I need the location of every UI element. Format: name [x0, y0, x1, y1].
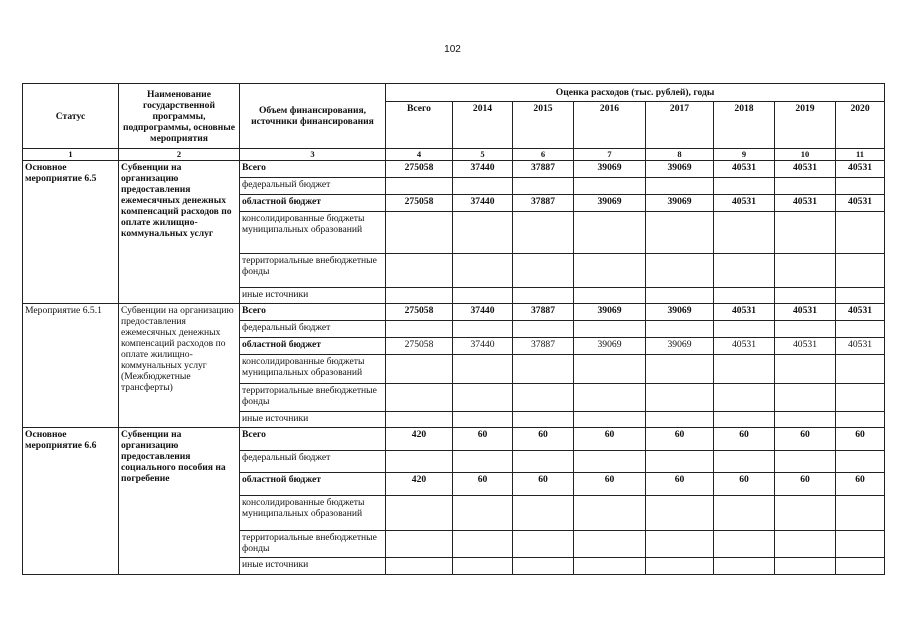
amount-cell: 39069	[574, 304, 646, 321]
header-year: 2015	[513, 102, 574, 149]
amount-cell: 37887	[513, 161, 574, 178]
column-number: 4	[386, 149, 453, 161]
amount-cell	[714, 531, 775, 558]
amount-cell	[453, 254, 513, 288]
amount-cell	[574, 212, 646, 254]
amount-cell	[836, 288, 885, 304]
amount-cell	[836, 531, 885, 558]
amount-cell	[513, 254, 574, 288]
amount-cell	[775, 496, 836, 531]
amount-cell: 60	[574, 428, 646, 451]
amount-cell	[574, 412, 646, 428]
financing-source: федеральный бюджет	[240, 178, 386, 195]
amount-cell	[775, 451, 836, 473]
amount-cell: 40531	[775, 338, 836, 355]
amount-cell	[836, 178, 885, 195]
amount-cell	[386, 321, 453, 338]
header-financing: Объем финансирования, источники финансирования	[240, 84, 386, 149]
amount-cell	[714, 451, 775, 473]
amount-cell: 40531	[836, 195, 885, 212]
financing-source: территориальные внебюджетные фонды	[240, 254, 386, 288]
column-number: 6	[513, 149, 574, 161]
amount-cell	[386, 412, 453, 428]
amount-cell	[453, 531, 513, 558]
amount-cell	[646, 558, 714, 575]
financing-source: областной бюджет	[240, 195, 386, 212]
amount-cell	[775, 254, 836, 288]
amount-cell: 40531	[714, 195, 775, 212]
amount-cell	[453, 178, 513, 195]
table-body	[23, 161, 885, 575]
amount-cell: 60	[836, 473, 885, 496]
amount-cell	[453, 558, 513, 575]
financing-source: консолидированные бюджеты муниципальных образований	[240, 355, 386, 384]
amount-cell	[453, 288, 513, 304]
amount-cell: 60	[714, 428, 775, 451]
amount-cell	[513, 531, 574, 558]
amount-cell	[775, 412, 836, 428]
amount-cell	[836, 254, 885, 288]
amount-cell	[453, 212, 513, 254]
financing-source: иные источники	[240, 288, 386, 304]
header-year: Всего	[386, 102, 453, 149]
amount-cell: 40531	[714, 161, 775, 178]
amount-cell: 40531	[714, 338, 775, 355]
amount-cell: 39069	[646, 161, 714, 178]
amount-cell	[513, 178, 574, 195]
amount-cell: 275058	[386, 195, 453, 212]
amount-cell	[646, 531, 714, 558]
amount-cell: 420	[386, 473, 453, 496]
amount-cell	[386, 384, 453, 412]
amount-cell	[513, 384, 574, 412]
amount-cell	[386, 288, 453, 304]
amount-cell	[646, 496, 714, 531]
amount-cell	[574, 531, 646, 558]
financing-source: территориальные внебюджетные фонды	[240, 384, 386, 412]
amount-cell: 60	[453, 473, 513, 496]
amount-cell	[574, 496, 646, 531]
amount-cell	[646, 451, 714, 473]
amount-cell: 39069	[646, 304, 714, 321]
amount-cell	[513, 496, 574, 531]
financing-source: федеральный бюджет	[240, 451, 386, 473]
row-status: Основное мероприятие 6.5	[23, 161, 119, 304]
amount-cell	[775, 288, 836, 304]
amount-cell	[646, 412, 714, 428]
amount-cell: 40531	[775, 161, 836, 178]
row-status: Основное мероприятие 6.6	[23, 428, 119, 575]
budget-table	[22, 83, 885, 575]
amount-cell	[836, 321, 885, 338]
header-year: 2014	[453, 102, 513, 149]
amount-cell: 275058	[386, 338, 453, 355]
amount-cell	[714, 384, 775, 412]
amount-cell	[646, 178, 714, 195]
amount-cell: 39069	[646, 338, 714, 355]
amount-cell	[513, 412, 574, 428]
financing-source: областной бюджет	[240, 473, 386, 496]
row-program-name: Субвенции на организацию предоставления ежемесячных денежных компенсаций расходов по оплате жилищно-коммунальных услуг (Межбюджетные трансферты)	[119, 304, 240, 428]
amount-cell: 60	[646, 473, 714, 496]
amount-cell: 37887	[513, 338, 574, 355]
amount-cell	[574, 355, 646, 384]
amount-cell	[836, 558, 885, 575]
amount-cell: 37440	[453, 304, 513, 321]
amount-cell	[453, 355, 513, 384]
amount-cell	[513, 451, 574, 473]
amount-cell	[453, 321, 513, 338]
amount-cell	[513, 212, 574, 254]
amount-cell	[386, 178, 453, 195]
amount-cell	[574, 288, 646, 304]
amount-cell	[646, 321, 714, 338]
column-number: 10	[775, 149, 836, 161]
amount-cell: 39069	[574, 195, 646, 212]
amount-cell	[775, 355, 836, 384]
amount-cell	[574, 384, 646, 412]
amount-cell	[646, 254, 714, 288]
financing-source: территориальные внебюджетные фонды	[240, 531, 386, 558]
table-row	[23, 304, 885, 321]
financing-source: иные источники	[240, 558, 386, 575]
amount-cell: 60	[513, 428, 574, 451]
financing-source: Всего	[240, 428, 386, 451]
amount-cell: 60	[775, 473, 836, 496]
amount-cell	[714, 254, 775, 288]
amount-cell	[574, 254, 646, 288]
amount-cell	[646, 355, 714, 384]
financing-source: Всего	[240, 161, 386, 178]
amount-cell: 40531	[714, 304, 775, 321]
amount-cell	[714, 321, 775, 338]
amount-cell	[714, 178, 775, 195]
financing-source: федеральный бюджет	[240, 321, 386, 338]
amount-cell	[386, 558, 453, 575]
column-number: 9	[714, 149, 775, 161]
financing-source: консолидированные бюджеты муниципальных образований	[240, 496, 386, 531]
column-number: 7	[574, 149, 646, 161]
amount-cell: 39069	[574, 338, 646, 355]
amount-cell: 37440	[453, 161, 513, 178]
header-year: 2016	[574, 102, 646, 149]
amount-cell	[714, 212, 775, 254]
amount-cell	[513, 355, 574, 384]
amount-cell: 420	[386, 428, 453, 451]
row-status: Мероприятие 6.5.1	[23, 304, 119, 428]
amount-cell	[775, 558, 836, 575]
amount-cell: 60	[453, 428, 513, 451]
amount-cell: 40531	[775, 304, 836, 321]
amount-cell: 40531	[775, 195, 836, 212]
amount-cell	[386, 212, 453, 254]
table-row	[23, 428, 885, 451]
amount-cell	[836, 412, 885, 428]
column-number: 11	[836, 149, 885, 161]
header-year: 2018	[714, 102, 775, 149]
amount-cell: 40531	[836, 161, 885, 178]
financing-source: Всего	[240, 304, 386, 321]
amount-cell: 60	[775, 428, 836, 451]
amount-cell	[836, 384, 885, 412]
header-estimate: Оценка расходов (тыс. рублей), годы	[386, 84, 885, 102]
amount-cell	[775, 212, 836, 254]
header-name: Наименование государственной программы, подпрограммы, основные мероприятия	[119, 84, 240, 149]
financing-source: областной бюджет	[240, 338, 386, 355]
amount-cell	[574, 321, 646, 338]
amount-cell	[775, 321, 836, 338]
amount-cell	[836, 496, 885, 531]
table-row	[23, 161, 885, 178]
amount-cell	[836, 451, 885, 473]
amount-cell: 37440	[453, 195, 513, 212]
amount-cell: 60	[836, 428, 885, 451]
amount-cell	[775, 531, 836, 558]
amount-cell: 39069	[574, 161, 646, 178]
amount-cell: 37887	[513, 195, 574, 212]
financing-source: иные источники	[240, 412, 386, 428]
column-number: 2	[119, 149, 240, 161]
page-number: 102	[444, 44, 461, 55]
amount-cell	[836, 212, 885, 254]
amount-cell: 37440	[453, 338, 513, 355]
amount-cell	[386, 451, 453, 473]
amount-cell: 39069	[646, 195, 714, 212]
amount-cell	[386, 496, 453, 531]
row-program-name: Субвенции на организацию предоставления социального пособия на погребение	[119, 428, 240, 575]
amount-cell	[513, 288, 574, 304]
amount-cell: 40531	[836, 304, 885, 321]
amount-cell	[453, 451, 513, 473]
amount-cell	[775, 384, 836, 412]
column-number: 3	[240, 149, 386, 161]
amount-cell	[513, 558, 574, 575]
amount-cell	[836, 355, 885, 384]
amount-cell: 275058	[386, 161, 453, 178]
financing-source: консолидированные бюджеты муниципальных образований	[240, 212, 386, 254]
amount-cell	[775, 178, 836, 195]
amount-cell	[714, 412, 775, 428]
amount-cell	[714, 288, 775, 304]
amount-cell: 40531	[836, 338, 885, 355]
amount-cell: 60	[646, 428, 714, 451]
amount-cell	[646, 384, 714, 412]
column-number: 1	[23, 149, 119, 161]
amount-cell	[714, 496, 775, 531]
amount-cell	[574, 558, 646, 575]
amount-cell	[386, 531, 453, 558]
amount-cell	[513, 321, 574, 338]
amount-cell: 60	[574, 473, 646, 496]
amount-cell: 37887	[513, 304, 574, 321]
amount-cell	[453, 384, 513, 412]
amount-cell	[453, 412, 513, 428]
amount-cell: 60	[714, 473, 775, 496]
amount-cell	[714, 355, 775, 384]
amount-cell	[714, 558, 775, 575]
header-year: 2019	[775, 102, 836, 149]
column-number: 8	[646, 149, 714, 161]
header-year: 2017	[646, 102, 714, 149]
header-status: Статус	[23, 84, 119, 149]
amount-cell	[646, 212, 714, 254]
amount-cell: 60	[513, 473, 574, 496]
header-year: 2020	[836, 102, 885, 149]
amount-cell	[386, 254, 453, 288]
amount-cell	[574, 451, 646, 473]
amount-cell	[386, 355, 453, 384]
amount-cell: 275058	[386, 304, 453, 321]
amount-cell	[574, 178, 646, 195]
amount-cell	[646, 288, 714, 304]
amount-cell	[453, 496, 513, 531]
row-program-name: Субвенции на организацию предоставления ежемесячных денежных компенсаций расходов по оплате жилищно-коммунальных услуг	[119, 161, 240, 304]
column-number: 5	[453, 149, 513, 161]
